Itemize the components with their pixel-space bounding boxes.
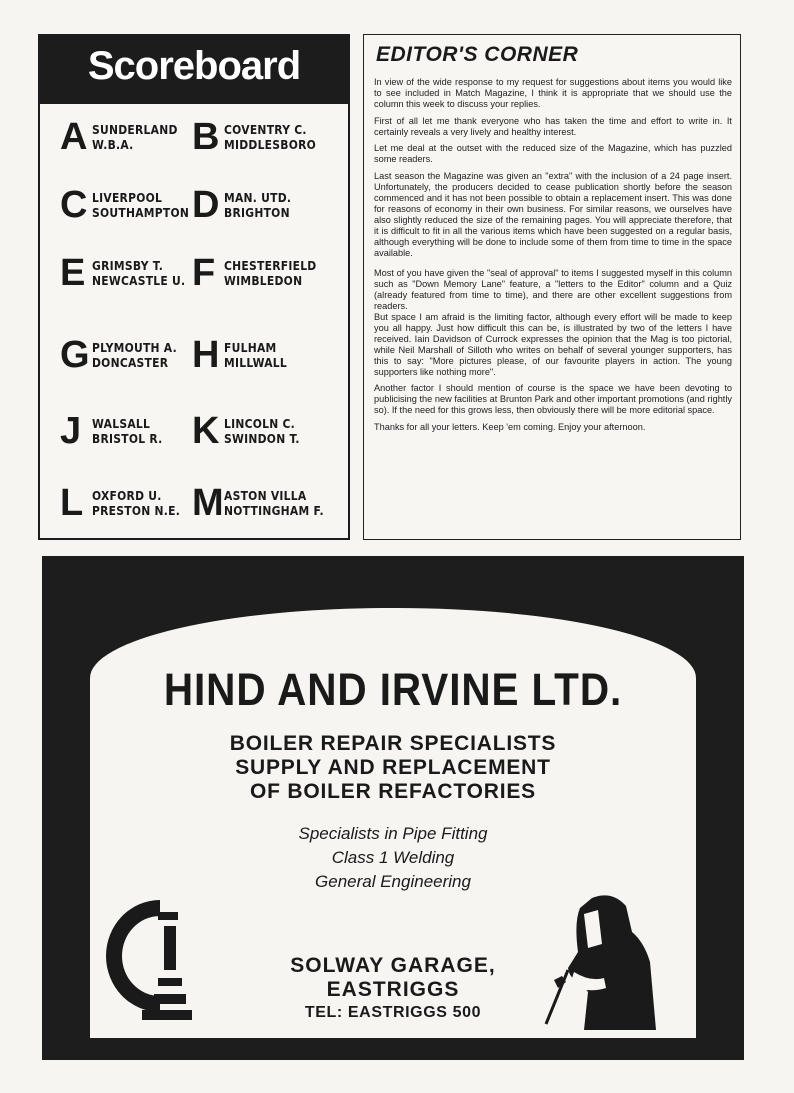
group-letter: K [192,410,220,452]
team-name: CHESTERFIELD [224,258,317,273]
team-name: W.B.A. [92,137,134,152]
editor-paragraph: Most of you have given the "seal of approval" to items I suggested myself in this column such as "Down Memory Lane" feature, a "letters to the Editor" column and a Quiz (already featured from time to time), and there are other excellent suggestions from readers. [374,267,732,311]
group-letter: E [60,252,86,294]
editor-paragraph: Let me deal at the outset with the reduced size of the Magazine, which has puzzled some readers. [374,143,732,164]
team-name: PRESTON N.E. [92,503,181,518]
group-letter: G [60,334,90,376]
team-name: BRISTOL R. [92,431,163,446]
group-teams [92,122,178,152]
scoreboard-panel [38,34,350,540]
group-letter: C [60,184,88,226]
team-name: WIMBLEDON [224,273,303,288]
scoreboard-group [60,484,194,522]
advert-block [42,556,744,1060]
group-letter: L [60,482,84,524]
group-letter: D [192,184,220,226]
group-letter: M [192,482,224,524]
advert-telephone: TEL: EASTRIGGS 500 [304,1004,482,1021]
scoreboard-group [192,254,332,292]
scoreboard-group [192,118,331,156]
team-name: FULHAM [224,340,277,355]
group-teams [92,258,185,288]
scoreboard-group [192,412,312,450]
advert-service-line: SUPPLY AND REPLACEMENT [235,756,551,779]
group-teams [224,416,300,446]
advert-service-line: OF BOILER REFACTORIES [250,780,536,803]
group-teams [92,190,189,220]
team-name: SOUTHAMPTON [92,205,190,220]
editor-paragraph: In view of the wide response to my request for suggestions about items you would like to see included in Match Magazine, I think it is appropriate that we should use the column this week to discuss your replies. [374,77,732,109]
scoreboard-group [60,412,174,450]
group-teams [224,488,324,518]
advert-address-line: SOLWAY GARAGE, [290,954,496,977]
group-teams [92,416,162,446]
team-name: GRIMSBY T. [92,258,164,273]
advert-address-line: EASTRIGGS [326,978,460,1001]
welder-icon [540,892,658,1030]
team-name: LIVERPOOL [92,190,163,205]
scoreboard-header [40,36,348,104]
editor-paragraph: Thanks for all your letters. Keep 'em coming. Enjoy your afternoon. [374,421,646,432]
advert-company-name: HIND AND IRVINE LTD. [163,664,623,715]
team-name: MILLWALL [224,355,288,370]
scoreboard-group [60,186,205,224]
editors-corner-body [374,77,732,438]
team-name: ASTON VILLA [224,488,307,503]
team-name: LINCOLN C. [224,416,296,431]
hi-logo-icon [102,898,192,1022]
group-teams [224,190,291,220]
group-teams [224,258,316,288]
team-name: COVENTRY C. [224,122,307,137]
team-name: MAN. UTD. [224,190,292,205]
editor-paragraph: Last season the Magazine was given an "extra" with the inclusion of a 24 page insert. Unfortunately, the producers decided to cease publication shortly before the season commenced and it has not been possible to obtain a replacement insert. This was done for reasons of economy in their own business. For similar reasons, we ourselves have also slightly reduced the size of the remaining pages. You will appreciate therefore, that it is difficult to fit in all the various items which have been suggested on a regular basis, although everything will be done to include some of them from time to time in the space available. [374,170,732,258]
scoreboard-group [192,336,297,374]
group-letter: H [192,334,220,376]
team-name: NEWCASTLE U. [92,273,186,288]
scoreboard-group [192,484,340,522]
group-letter: B [192,116,220,158]
team-name: MIDDLESBORO [224,137,317,152]
advert-service-line: BOILER REPAIR SPECIALISTS [229,732,557,755]
editors-corner-panel [363,34,741,540]
group-teams [224,122,316,152]
scoreboard-group [60,254,201,292]
group-letter: J [60,410,82,452]
team-name: OXFORD U. [92,488,162,503]
scoreboard-group [192,186,302,224]
advert-speciality: General Engineering [315,872,471,891]
group-teams [224,340,287,370]
group-teams [92,488,180,518]
advert-speciality: Class 1 Welding [331,848,455,867]
editor-paragraph: Another factor I should mention of course is the space we have been devoting to publicising the new facilities at Brunton Park and other important promotions (and rightly so). If the need for this grows less, then obviously there will be more editorial space. [374,383,732,415]
team-name: BRIGHTON [224,205,290,220]
group-teams [92,340,177,370]
group-letter: F [192,252,216,294]
team-name: SWINDON T. [224,431,300,446]
team-name: DONCASTER [92,355,169,370]
editor-paragraph: First of all let me thank everyone who has taken the time and effort to write in. It certainly reveals a very lively and healthy interest. [374,115,732,137]
scoreboard-group [60,336,191,374]
scoreboard-title: Scoreboard [87,44,301,88]
editor-paragraph: But space I am afraid is the limiting factor, although every effort will be made to keep you all happy. Just how difficult this can be, is illustrated by two of the letters I have received. Iain Davidson of Currock expresses the opinion that the Mag is too pictorial, while Neil Marshall of Silloth who writes on behalf of several younger supporters, has this to say: "More pictures please, of our favourite players in action. The young supporters like nothing more". [374,311,732,377]
advert-speciality: Specialists in Pipe Fitting [298,824,488,843]
team-name: WALSALL [92,416,151,431]
team-name: PLYMOUTH A. [92,340,177,355]
team-name: SUNDERLAND [92,122,178,137]
scoreboard-group [60,118,192,156]
team-name: NOTTINGHAM F. [224,503,324,518]
editors-corner-title: EDITOR'S CORNER [376,43,579,66]
group-letter: A [60,116,88,158]
